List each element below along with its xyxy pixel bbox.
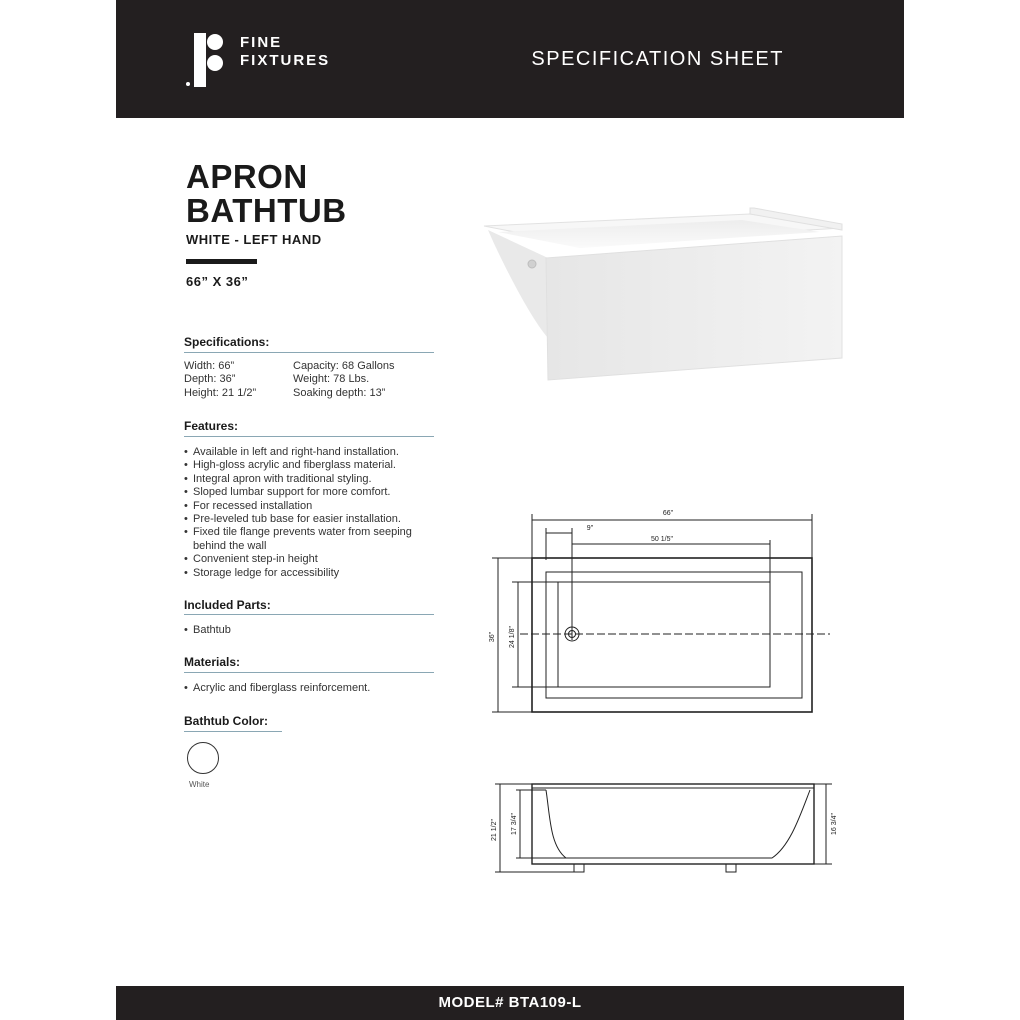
included-parts-list	[184, 624, 231, 637]
dim-overall-depth: 36"	[489, 631, 496, 643]
product-title-line-2: BATHTUB	[186, 192, 347, 229]
specifications-heading: Specifications:	[184, 335, 270, 349]
materials-heading: Materials:	[184, 655, 241, 669]
dim-overall-width: 66"	[662, 510, 674, 517]
color-swatch-label: White	[189, 780, 210, 789]
title-divider	[186, 259, 257, 264]
dim-drain-offset: 9"	[586, 525, 594, 532]
feature-item: • Convenient step-in height	[184, 553, 433, 566]
product-size: 66” X 36”	[186, 274, 249, 289]
feature-item: • High-gloss acrylic and fiberglass material.	[184, 459, 433, 472]
color-swatch-white	[187, 742, 219, 774]
spec-sheet	[116, 0, 904, 1020]
dim-basin-length: 50 1/5"	[651, 536, 673, 543]
features-heading: Features:	[184, 419, 239, 433]
spec-width: Width: 66”	[184, 360, 235, 372]
dim-basin-width: 24 1/8"	[509, 626, 516, 648]
spec-soaking-depth: Soaking depth: 13”	[293, 386, 386, 399]
spec-weight: Weight: 78 Lbs.	[293, 373, 370, 386]
dim-apron-height: 16 3/4"	[831, 813, 838, 835]
dim-overall-height: 21 1/2"	[491, 819, 498, 841]
material-item: • Acrylic and fiberglass reinforcement.	[184, 682, 370, 695]
header-bar	[116, 0, 904, 118]
product-title	[186, 160, 347, 228]
specifications-rule	[184, 352, 434, 353]
bathtub-color-rule	[184, 731, 282, 732]
feature-item: • For recessed installation	[184, 500, 433, 513]
feature-item: • Integral apron with traditional styling.	[184, 473, 433, 486]
brand-line-1: FINE	[240, 34, 283, 51]
features-list	[184, 446, 433, 580]
feature-item: • Available in left and right-hand installation.	[184, 446, 433, 459]
side-view-drawing	[490, 776, 840, 880]
bathtub-product-image	[480, 198, 848, 388]
product-title-line-1: APRON	[186, 158, 308, 195]
feature-item: • Storage ledge for accessibility	[184, 567, 433, 580]
included-parts-rule	[184, 614, 434, 615]
materials-rule	[184, 672, 434, 673]
specifications-right	[293, 360, 395, 400]
feature-item: • Sloped lumbar support for more comfort.	[184, 486, 433, 499]
specifications-left	[184, 360, 256, 400]
product-subtitle: WHITE - LEFT HAND	[186, 232, 322, 247]
spec-capacity: Capacity: 68 Gallons	[293, 360, 395, 372]
top-view-drawing	[480, 500, 840, 722]
feature-item: • Pre-leveled tub base for easier installation.	[184, 513, 433, 526]
included-parts-heading: Included Parts:	[184, 598, 271, 612]
brand-line-2: FIXTURES	[240, 52, 331, 69]
features-rule	[184, 436, 434, 437]
bathtub-color-heading: Bathtub Color:	[184, 714, 268, 728]
brand-name	[240, 34, 330, 70]
included-part-item: • Bathtub	[184, 624, 231, 637]
materials-list	[184, 682, 370, 695]
spec-depth: Depth: 36”	[184, 373, 236, 386]
dim-inner-height: 17 3/4"	[511, 813, 518, 835]
spec-height: Height: 21 1/2”	[184, 386, 257, 399]
feature-item: • Fixed tile flange prevents water from seeping behind the wall	[184, 526, 433, 553]
header-title: SPECIFICATION SHEET	[531, 48, 784, 70]
footer-bar	[116, 986, 904, 1020]
model-number: MODEL# BTA109-L	[438, 994, 582, 1011]
brand-logo-icon	[186, 33, 226, 87]
